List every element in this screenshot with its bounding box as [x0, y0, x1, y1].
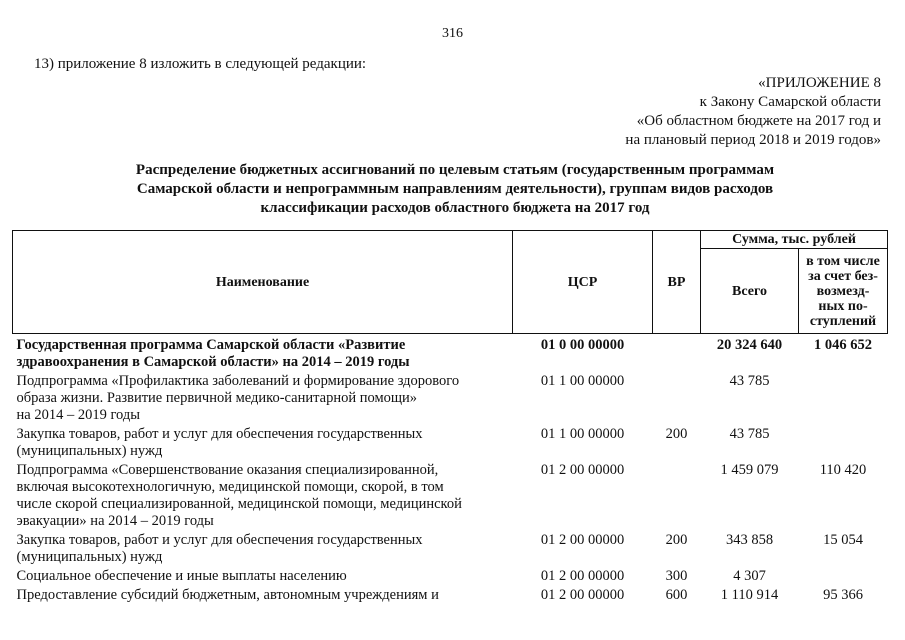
row-name-line: на 2014 – 2019 годы: [16, 407, 140, 423]
row-csr: 01 2 00 00000: [540, 587, 625, 603]
row-name-line: Социальное обеспечение и иные выплаты населению: [16, 568, 347, 584]
row-name-line: числе скорой специализированной, медицинской помощи, медицинской: [16, 496, 462, 512]
row-free: [799, 372, 888, 425]
row-vr: [653, 461, 701, 531]
header-free-line: возмезд-: [816, 283, 870, 299]
row-name: [13, 334, 513, 373]
table-row: [13, 567, 888, 586]
title-line: Самарской области и непрограммным направлениям деятельности), группам видов расходов: [136, 181, 774, 197]
document-title: [60, 161, 850, 218]
row-name-line: Закупка товаров, работ и услуг для обеспечения государственных: [16, 532, 423, 548]
row-vr: 200: [665, 426, 688, 442]
appendix-line: к Закону Самарской области: [699, 94, 881, 110]
row-total: 1 459 079: [720, 462, 779, 478]
row-name: [13, 567, 513, 586]
header-csr: ЦСР: [513, 231, 653, 334]
row-vr: [653, 334, 701, 373]
row-vr: 600: [665, 587, 688, 603]
title-line: классификации расходов областного бюджета на 2017 год: [260, 200, 650, 216]
page-number: 316: [442, 26, 463, 41]
row-name-line: включая высокотехнологичную, медицинской помощи, скорой, в том: [16, 479, 444, 495]
row-name-line: эвакуации» на 2014 – 2019 годы: [16, 513, 214, 529]
row-name-line: здравоохранения в Самарской области» на 2014 – 2019 годы: [16, 354, 410, 370]
row-total: 43 785: [729, 426, 770, 442]
row-name-line: Закупка товаров, работ и услуг для обеспечения государственных: [16, 426, 423, 442]
row-total: 43 785: [729, 373, 770, 389]
table-row: [13, 334, 888, 373]
row-free: [799, 567, 888, 586]
header-free: [799, 249, 888, 334]
header-free-line: в том числе: [806, 253, 880, 269]
appendix-line: «Об областном бюджете на 2017 год и: [636, 113, 881, 129]
header-name: Наименование: [13, 231, 513, 334]
header-free-line: ных по-: [818, 298, 868, 314]
row-name: [13, 425, 513, 461]
header-vr: ВР: [653, 231, 701, 334]
row-name-line: Подпрограмма «Совершенствование оказания специализированной,: [16, 462, 439, 478]
table-row: [13, 586, 888, 605]
row-vr: [653, 372, 701, 425]
row-free: 110 420: [819, 462, 867, 478]
row-csr: 01 2 00 00000: [540, 532, 625, 548]
row-name-line: образа жизни. Развитие первичной медико-санитарной помощи»: [16, 390, 418, 406]
intro-text: 13) приложение 8 изложить в следующей редакции:: [34, 56, 367, 72]
row-csr: 01 0 00 00000: [540, 337, 625, 353]
table-row: [13, 531, 888, 567]
row-vr: 300: [665, 568, 688, 584]
row-total: 1 110 914: [720, 587, 779, 603]
row-name-line: (муниципальных) нужд: [16, 549, 163, 565]
row-free: 15 054: [823, 532, 863, 548]
row-csr: 01 2 00 00000: [540, 568, 625, 584]
row-name: [13, 372, 513, 425]
header-sum: Сумма, тыс. рублей: [701, 231, 888, 249]
table-row: [13, 372, 888, 425]
title-line: Распределение бюджетных ассигнований по целевым статьям (государственным программам: [135, 162, 775, 178]
budget-table: [12, 230, 888, 605]
row-csr: 01 2 00 00000: [540, 462, 625, 478]
header-total: Всего: [701, 249, 799, 334]
header-free-line: ступлений: [809, 313, 877, 329]
row-total: 4 307: [733, 568, 766, 584]
row-csr: 01 1 00 00000: [540, 373, 625, 389]
row-csr: 01 1 00 00000: [540, 426, 625, 442]
row-name-line: Подпрограмма «Профилактика заболеваний и формирование здорового: [16, 373, 460, 389]
row-name: [13, 461, 513, 531]
row-name-line: (муниципальных) нужд: [16, 443, 163, 459]
row-vr: 200: [665, 532, 688, 548]
row-total: 20 324 640: [716, 337, 783, 353]
row-name-line: Предоставление субсидий бюджетным, автономным учреждениям и: [16, 587, 439, 603]
appendix-header: [625, 74, 881, 150]
row-name-line: Государственная программа Самарской области «Развитие: [16, 337, 406, 353]
row-free: 1 046 652: [814, 337, 872, 353]
row-free: [799, 425, 888, 461]
table-row: [13, 425, 888, 461]
row-name: [13, 586, 513, 605]
appendix-line: «ПРИЛОЖЕНИЕ 8: [758, 75, 881, 91]
row-total: 343 858: [725, 532, 774, 548]
row-free: 95 366: [823, 587, 863, 603]
header-free-line: за счет без-: [808, 268, 878, 284]
table-row: [13, 461, 888, 531]
appendix-line: на плановый период 2018 и 2019 годов»: [625, 132, 881, 148]
row-name: [13, 531, 513, 567]
